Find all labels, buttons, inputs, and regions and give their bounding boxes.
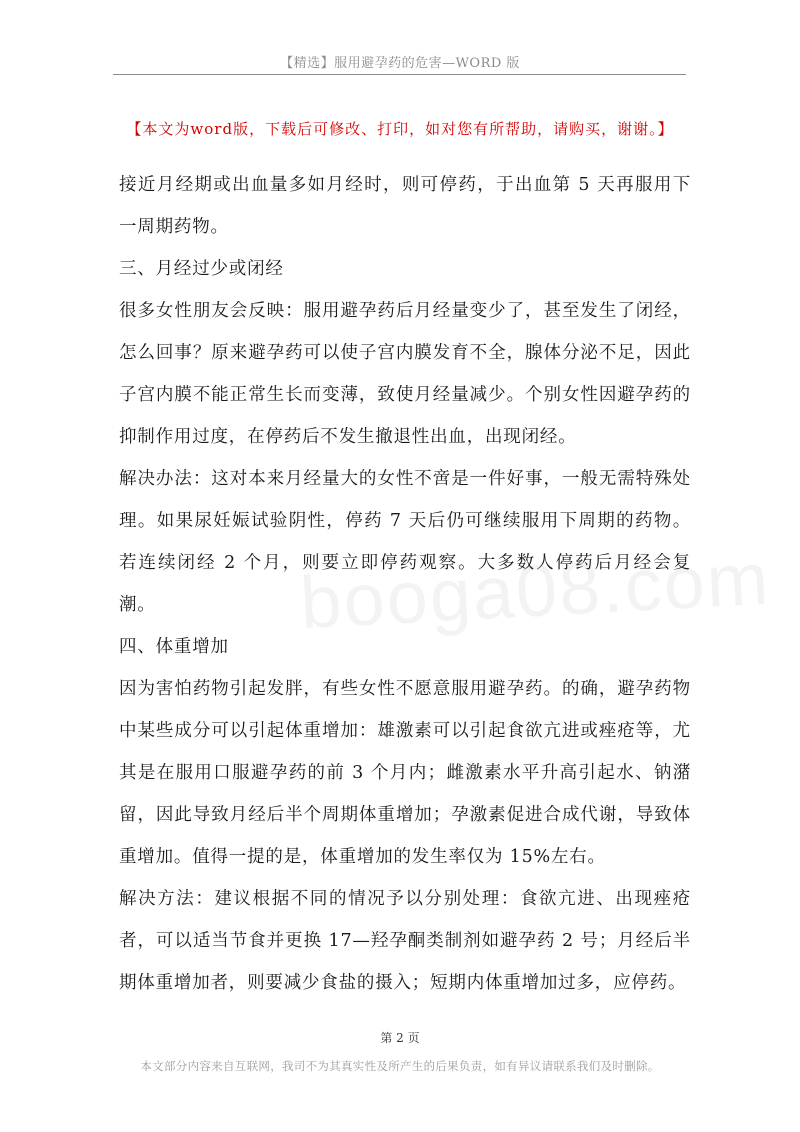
body-paragraph: 解决办法：这对本来月经量大的女性不啻是一件好事，一般无需特殊处理。如果尿妊娠试验阴性，停药 7 天后仍可继续服用下周期的药物。若连续闭经 2 个月，则要立即停药观察。大多数人停药后月经会复潮。 (119, 469, 691, 615)
header-divider (113, 74, 686, 75)
section-heading: 三、月经过少或闭经 (119, 259, 284, 279)
body-paragraph: 解决方法：建议根据不同的情况予以分别处理：食欲亢进、出现痤疮者，可以适当节食并更换 17—羟孕酮类制剂如避孕药 2 号；月经后半期体重增加者，则要减少食盐的摄入；短期内体重增加过多，应停药。 (119, 889, 691, 993)
footer-disclaimer: 本文部分内容来自互联网，我司不为其真实性及所产生的后果负责，如有异议请联系我们及时删除。 (140, 1059, 660, 1073)
section-heading: 四、体重增加 (119, 637, 229, 657)
body-paragraph: 接近月经期或出血量多如月经时，则可停药，于出血第 5 天再服用下一周期药物。 (119, 175, 691, 237)
body-paragraph: 因为害怕药物引起发胖，有些女性不愿意服用避孕药。的确，避孕药物中某些成分可以引起体重增加：雄激素可以引起食欲亢进或痤疮等，尤其是在服用口服避孕药的前 3 个月内；雌激素水平升高引起水、钠潴留，因此导致月经后半个周期体重增加；孕激素促进合成代谢，导致体重增加。值得一提的是，体重增加的发生率仅为 15%左右。 (119, 679, 691, 867)
page-number: 第 2 页 (380, 1031, 420, 1045)
purchase-notice: 【本文为word版，下载后可修改、打印，如对您有所帮助，请购买，谢谢。】 (126, 120, 674, 138)
document-body (119, 164, 691, 1004)
document-header-title: 【精选】服用避孕药的危害—WORD 版 (280, 56, 520, 71)
body-paragraph: 很多女性朋友会反映：服用避孕药后月经量变少了，甚至发生了闭经，怎么回事？原来避孕药可以使子宫内膜发育不全，腺体分泌不足，因此子宫内膜不能正常生长而变薄，致使月经量减少。个别女性因避孕药的抑制作用过度，在停药后不发生撤退性出血，出现闭经。 (119, 301, 691, 447)
